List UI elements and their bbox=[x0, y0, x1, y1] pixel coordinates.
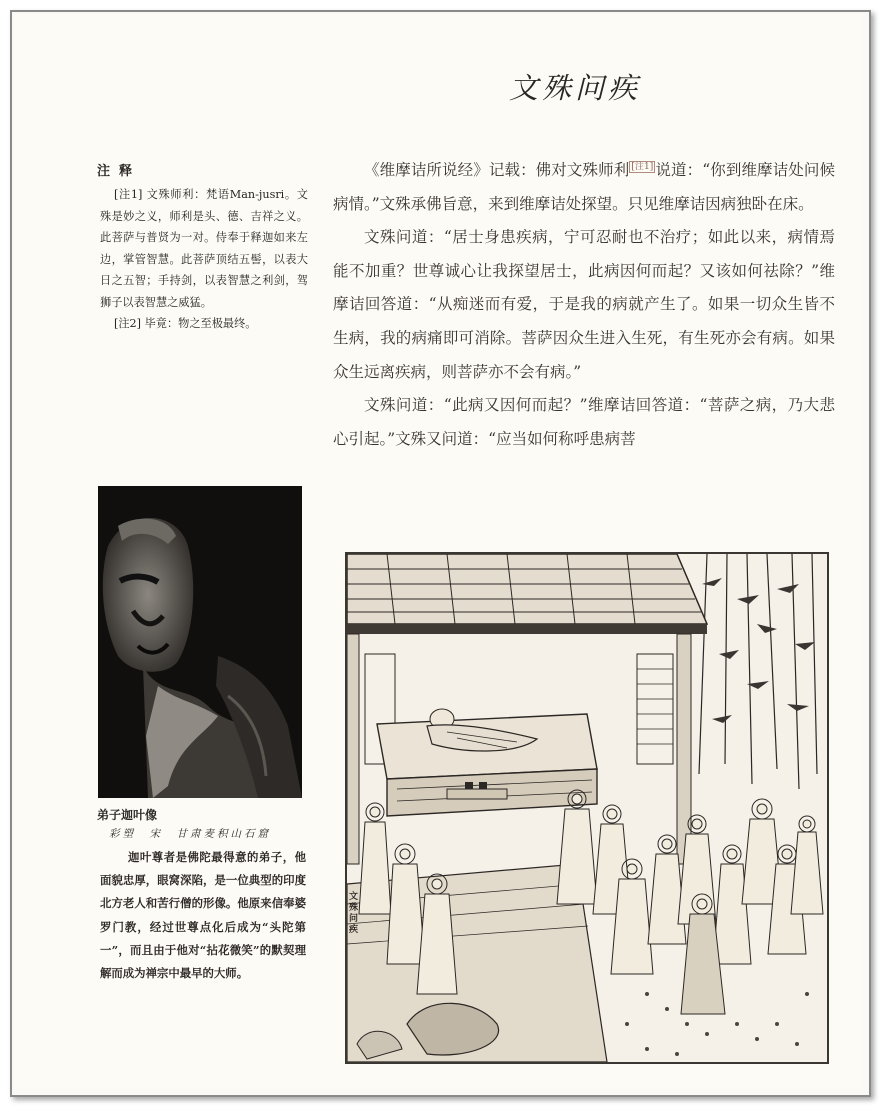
kasyapa-statue-photo bbox=[98, 486, 302, 798]
note-1: [注1] 文殊师利：梵语Man-jusri。文殊是妙之义，师利是头、德、吉祥之义。此菩萨与普贤为一对。侍奉于释迦如来左边，掌管智慧。此菩萨顶结五髻，以表大日之五智；手持剑，以表智慧之利剑，驾狮子以表智慧之威猛。 bbox=[100, 188, 308, 309]
woodcut-illustration bbox=[345, 552, 829, 1064]
note-2: [注2] 毕竟：物之至极最终。 bbox=[114, 317, 257, 330]
manjusri-visits-vimalakirti-image bbox=[347, 554, 827, 1062]
page-title: 文殊问疾 bbox=[509, 71, 642, 105]
article-paragraph-2: 文殊问道：“居士身患疾病，宁可忍耐也不治疗；如此以来，病情焉能不加重？世尊诚心让我探望居士，此病因何而起？又该如何祛除？”维摩诘回答道：“从痴迷而有爱，于是我的病就产生了。如果一切众生皆不生病，我的病痛即可消除。菩萨因众生进入生死，有生死亦会有病。如果众生远离疾病，则菩萨亦不会有病。” bbox=[333, 228, 835, 381]
photo-title: 弟子迦叶像 bbox=[97, 808, 158, 822]
photo-description bbox=[100, 846, 306, 985]
article-paragraph-3: 文殊问道：“此病又因何而起？”维摩诘回答道：“菩萨之病，乃大悲心引起。”文殊又问道：“应当如何称呼患病菩 bbox=[333, 396, 835, 448]
book-page bbox=[14, 14, 863, 1089]
notes-heading: 注释 bbox=[97, 164, 142, 179]
paragraph-text: 《维摩诘所说经》记载：佛对文殊师利 bbox=[364, 161, 630, 179]
statue-image bbox=[98, 486, 302, 798]
photo-description-text: 迦叶尊者是佛陀最得意的弟子，他面貌忠厚，眼窝深陷，是一位典型的印度北方老人和苦行僧的形像。他原来信奉婆罗门教，经过世尊点化后成为“头陀第一”，而且由于他对“拈花微笑”的默契理解而成为禅宗中最早的大师。 bbox=[100, 850, 306, 981]
paragraph-text: 说道：“你到维摩诘处问候病情。”文殊承佛旨意，来到维摩诘处探望。只见维摩诘因病独卧在床。 bbox=[333, 161, 835, 213]
notes-list bbox=[100, 184, 308, 335]
footnote-ref-1[interactable]: [注1] bbox=[631, 161, 654, 172]
illustration-caption: 文殊问疾 bbox=[349, 892, 359, 935]
main-article bbox=[333, 154, 835, 456]
article-paragraph-1 bbox=[333, 154, 835, 221]
photo-meta: 彩塑 宋 甘肃麦积山石窟 bbox=[109, 828, 271, 840]
